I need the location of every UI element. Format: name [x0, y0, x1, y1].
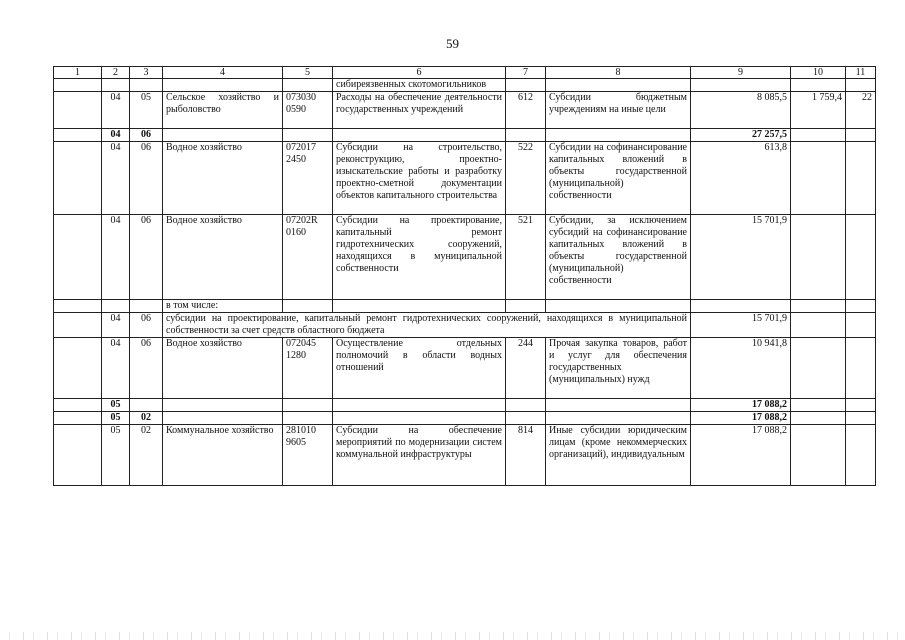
header-cell: 9 — [691, 67, 791, 79]
expense-type-name: Субсидии, за исключением субсидий на софинансирование капитальных вложений в объекты государственной (муниципальной) собственности — [546, 215, 691, 300]
section-code: 05 — [102, 425, 130, 486]
expense-type-name: Субсидии на софинансирование капитальных вложений в объекты государственной (муниципальной) собственности — [546, 142, 691, 215]
expense-description: Субсидии на строительство, реконструкцию, проектно-изыскательские работы и разработку проектно-сметной документации объектов капитального строительства — [333, 142, 506, 215]
amount-col11: 22 — [846, 92, 876, 129]
table-row — [54, 92, 876, 129]
header-cell: 8 — [546, 67, 691, 79]
amount: 15 701,9 — [691, 215, 791, 300]
header-cell: 7 — [506, 67, 546, 79]
expense-type-code: 612 — [506, 92, 546, 129]
section-code: 04 — [102, 338, 130, 399]
subsection-name: Сельское хозяйство и рыболовство — [163, 92, 283, 129]
section-code: 05 — [102, 412, 130, 425]
header-cell: 10 — [791, 67, 846, 79]
subsection-code: 05 — [130, 92, 163, 129]
header-cell: 4 — [163, 67, 283, 79]
section-code: 04 — [102, 142, 130, 215]
expense-type-code: 521 — [506, 215, 546, 300]
header-cell: 5 — [283, 67, 333, 79]
subsection-name: Водное хозяйство — [163, 338, 283, 399]
total-amount: 17 088,2 — [691, 412, 791, 425]
page-number: 59 — [446, 36, 459, 51]
table-row-total — [54, 412, 876, 425]
amount-col10: 1 759,4 — [791, 92, 846, 129]
amount: 17 088,2 — [691, 425, 791, 486]
subsection-code: 06 — [130, 215, 163, 300]
subsection-name: Водное хозяйство — [163, 215, 283, 300]
subsection-code: 06 — [130, 313, 163, 338]
subsection-code: 06 — [130, 142, 163, 215]
subsection-code: 02 — [130, 412, 163, 425]
target-article-code: 281010 9605 — [283, 425, 333, 486]
scan-edge-artifact — [0, 632, 905, 640]
total-amount: 17 088,2 — [691, 399, 791, 412]
table-row — [54, 300, 876, 313]
budget-table — [53, 66, 876, 486]
subsection-code: 02 — [130, 425, 163, 486]
header-cell: 1 — [54, 67, 102, 79]
expense-type-name: Прочая закупка товаров, работ и услуг для обеспечения государственных (муниципальных) нужд — [546, 338, 691, 399]
amount: 8 085,5 — [691, 92, 791, 129]
header-cell: 11 — [846, 67, 876, 79]
target-article-code: 07202R 0160 — [283, 215, 333, 300]
expense-description: Осуществление отдельных полномочий в области водных отношений — [333, 338, 506, 399]
table-row-total — [54, 399, 876, 412]
target-article-code: 072017 2450 — [283, 142, 333, 215]
expense-description: сибиреязвенных скотомогильников — [333, 79, 506, 92]
table-row — [54, 425, 876, 486]
amount: 15 701,9 — [691, 313, 791, 338]
section-code: 04 — [102, 313, 130, 338]
section-code: 04 — [102, 215, 130, 300]
target-article-code: 073030 0590 — [283, 92, 333, 129]
header-cell: 2 — [102, 67, 130, 79]
expense-type-code: 814 — [506, 425, 546, 486]
table-row — [54, 142, 876, 215]
total-amount: 27 257,5 — [691, 129, 791, 142]
expense-type-code: 244 — [506, 338, 546, 399]
subsection-code: 06 — [130, 338, 163, 399]
table-row — [54, 338, 876, 399]
expense-description: Расходы на обеспечение деятельности государственных учреждений — [333, 92, 506, 129]
section-code: 04 — [102, 92, 130, 129]
amount: 10 941,8 — [691, 338, 791, 399]
table-row — [54, 215, 876, 300]
expense-type-name: Субсидии бюджетным учреждениям на иные цели — [546, 92, 691, 129]
expense-description: Субсидии на проектирование, капитальный ремонт гидротехнических сооружений, находящихся в муниципальной собственности — [333, 215, 506, 300]
expense-description: Субсидии на обеспечение мероприятий по модернизации систем коммунальной инфраструктуры — [333, 425, 506, 486]
target-article-code: 072045 1280 — [283, 338, 333, 399]
header-cell: 3 — [130, 67, 163, 79]
subsection-name: Водное хозяйство — [163, 142, 283, 215]
table-row-total — [54, 129, 876, 142]
subsection-code: 06 — [130, 129, 163, 142]
expense-type-name: Иные субсидии юридическим лицам (кроме некоммерческих организаций), индивидуальным — [546, 425, 691, 486]
section-code: 04 — [102, 129, 130, 142]
amount: 613,8 — [691, 142, 791, 215]
including-label: в том числе: — [163, 300, 283, 313]
section-code: 05 — [102, 399, 130, 412]
expense-type-code: 522 — [506, 142, 546, 215]
subsection-name: Коммунальное хозяйство — [163, 425, 283, 486]
header-row — [54, 67, 876, 79]
header-cell: 6 — [333, 67, 506, 79]
table-row — [54, 79, 876, 92]
spanning-description: субсидии на проектирование, капитальный ремонт гидротехнических сооружений, находящихся в муниципальной собственности за счет средств областного бюджета — [163, 313, 691, 338]
table-row — [54, 313, 876, 338]
